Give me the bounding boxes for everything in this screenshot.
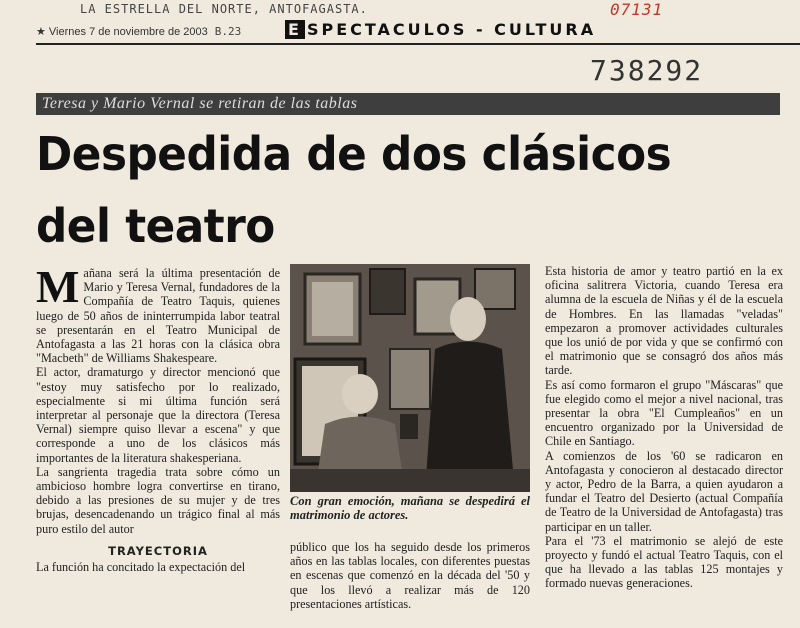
paragraph: Esta historia de amor y teatro partió en la ex oficina salitrera Victoria, cuando Teresa era alumna de la escuela de Niñas y él de la escuela de Hombres. En las llamadas "veladas" empezaron a promover actividades culturales que los unió de por vida y que se confirmó con el matrimonio que se consagró dos años más tarde. xyxy=(545,264,783,378)
headline-line-2: del teatro xyxy=(36,199,275,253)
headline xyxy=(36,118,758,262)
section-banner xyxy=(285,20,800,42)
column-2 xyxy=(290,540,530,611)
column-1 xyxy=(36,261,280,575)
publication-date: ★ Viernes 7 de noviembre de 2003 xyxy=(36,26,208,38)
handwritten-source-note: LA ESTRELLA DEL NORTE, ANTOFAGASTA. xyxy=(80,2,368,16)
photo-caption: Con gran emoción, mañana se despedirá el matrimonio de actores. xyxy=(290,494,530,522)
paragraph: La función ha concitado la expectación del xyxy=(36,560,246,575)
photo-illustration xyxy=(290,264,530,492)
drop-cap: M xyxy=(36,261,80,312)
headline-line-1: Despedida de dos clásicos xyxy=(36,127,672,181)
kicker: Teresa y Mario Vernal se retiran de las tablas xyxy=(36,93,780,115)
dateline xyxy=(36,25,241,38)
article-photo xyxy=(290,264,530,492)
header-rule xyxy=(36,43,800,45)
paragraph: La sangrienta tragedia trata sobre cómo un ambicioso hombre logra convertirse en tirano, debido a las presiones de su mujer y de tres brujas, desencadenando un trágico final al más puro estilo del autor xyxy=(36,464,280,536)
paragraph: Es así como formaron el grupo "Máscaras" que fue elegido como el mejor a nivel nacional, tras presentar la obra "El Cumpleaños" en un encuentro organizado por la Universidad de Chile en Santiago. xyxy=(545,377,783,449)
handwritten-code: 07131 xyxy=(610,0,664,19)
paragraph: El actor, dramaturgo y director mencionó que "estoy muy satisfecho por lo realizado, especialmente si mi última función será interpretar al personaje que la directora (Teresa Vernal) siempre quiso llevar a escena" y que corresponde a uno de los clásicos más importantes de la literatura shakesperiana. xyxy=(36,365,280,465)
paragraph: público que los ha seguido desde los primeros años en las tablas locales, con diferentes puestas en escenas que comenzó en la década del '50 y que los llevó a realizar más de 120 presentaciones artísticas. xyxy=(290,540,530,611)
page-number: B.23 xyxy=(214,25,242,38)
section-initial: E xyxy=(285,20,305,39)
paragraph: A comienzos de los '60 se radicaron en Antofagasta y conocieron al destacado director y actor, Pedro de la Barra, a quien ayudaron a fundar el Teatro del Desierto (actual Compañía de Teatro de la Universidad de Antofagasta) tras participar en un taller. xyxy=(545,448,783,534)
handwritten-catalog-number: 738292 xyxy=(590,54,704,87)
column-3 xyxy=(545,264,783,591)
paragraph: Para el '73 el matrimonio se alejó de este proyecto y fundó el actual Teatro Taquis, con el que ha llevado a las tablas 125 montajes y formado nuevas generaciones. xyxy=(545,533,783,591)
lead-text: añana será la última presentación de Mario y Teresa Vernal, fundadores de la Compañía de Teatro Taquis, quienes luego de 50 años de ininterrumpida labor teatral se presentarán en el Teatro Municipal de Antofagasta a las 21 horas con la clásica obra "Macbeth" de Williams Shakespeare. xyxy=(36,266,280,366)
subheading: TRAYECTORIA xyxy=(108,543,208,558)
section-title: SPECTACULOS - CULTURA xyxy=(306,20,597,39)
paragraph xyxy=(36,261,280,366)
